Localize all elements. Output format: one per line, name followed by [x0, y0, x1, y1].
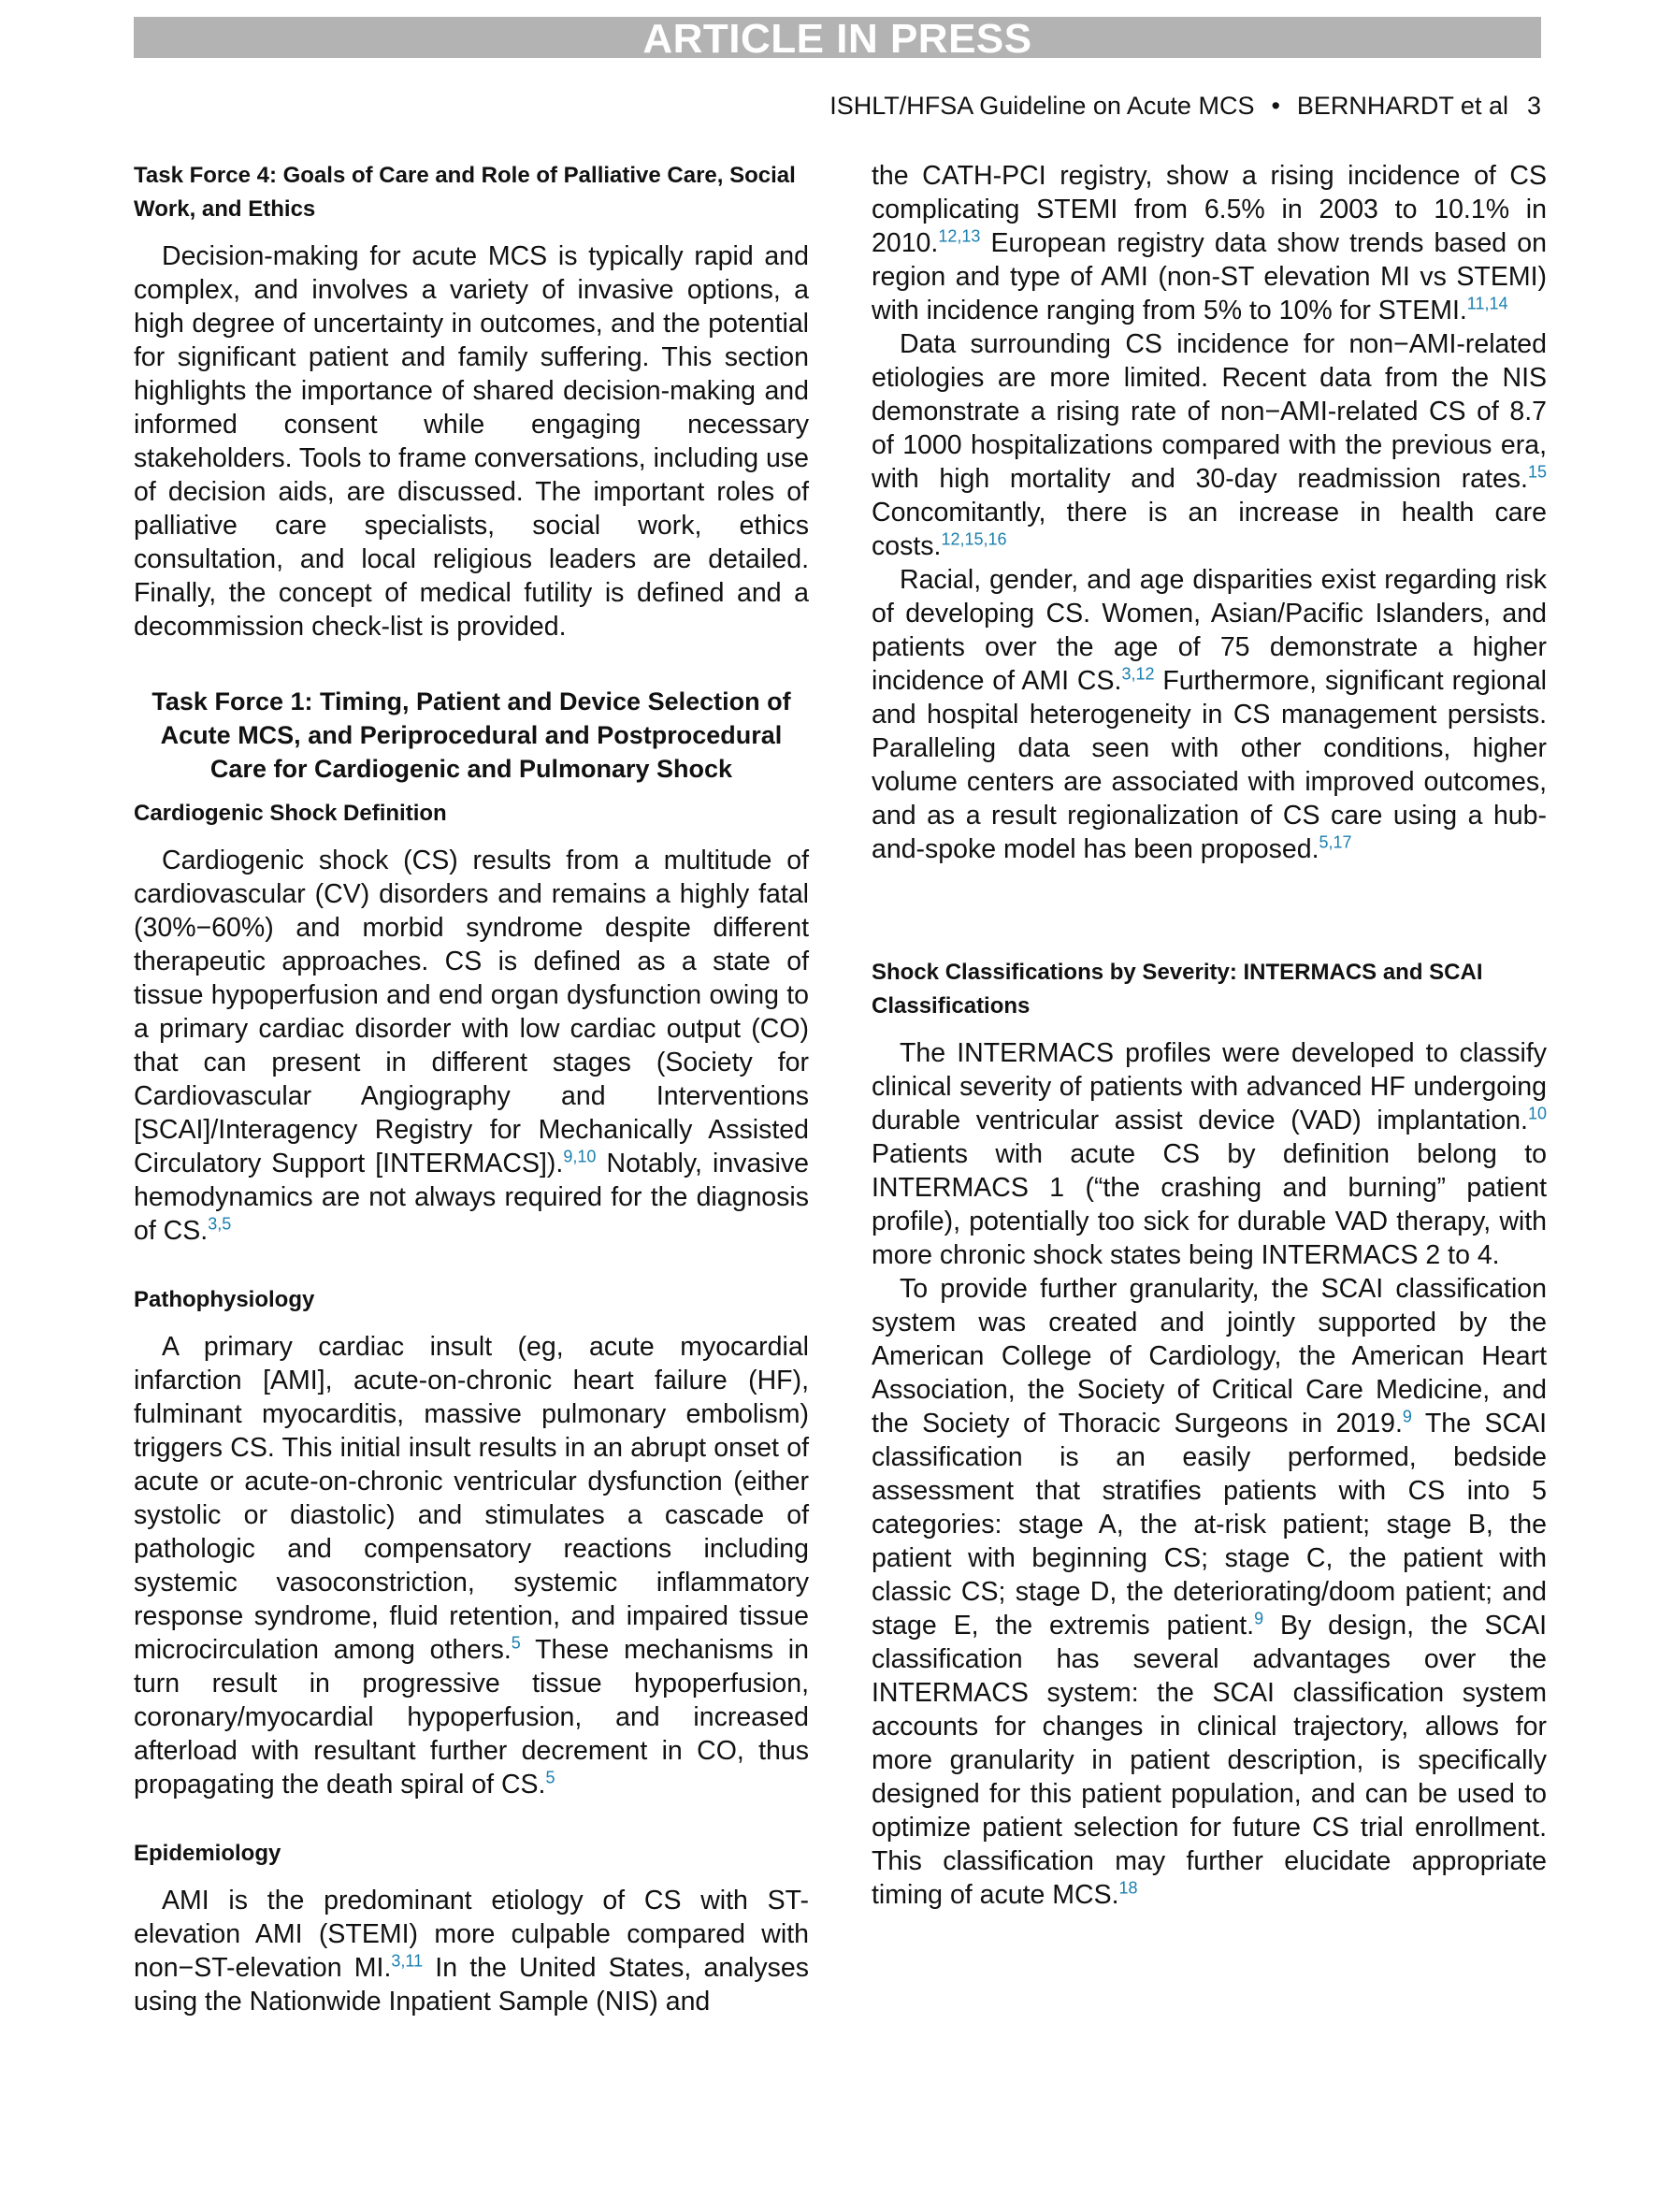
shock-classifications-heading: Shock Classifications by Severity: INTERMACS and SCAI Classifications: [872, 960, 1483, 1019]
bullet-separator: •: [1271, 92, 1280, 120]
citation-link[interactable]: 5,17: [1319, 832, 1352, 852]
cs-definition-paragraph: Cardiogenic shock (CS) results from a multitude of cardiovascular (CV) disorders and remains a highly fatal (30%−60%) and morbid syndrome despite different therapeutic approaches. CS is defined as a state of tissue hypoperfusion and end organ dysfunction owing to a primary cardiac disorder with low cardiac output (CO) that can present in different stages (Society for Cardiovascular Angiography and Interventions [SCAI]/Interagency Registry for Mechanically Assisted Circulatory Support [INTERMACS]).$^{9,10}$ Notably, invasive hemodynamics are not always required for the diagnosis of CS.$^{3,5}$: [134, 846, 809, 1246]
intermacs-paragraph: The INTERMACS profiles were developed to classify clinical severity of patients with advanced HF undergoing durable ventricular assist device (VAD) implantation.$^{10}$ Patients with acute CS by definition belong to INTERMACS 1 (“the crashing and burning” patient profile), potentially too sick for durable VAD therapy, with more chronic shock states being INTERMACS 2 to 4.: [872, 1038, 1547, 1270]
citation-link[interactable]: 3,12: [1121, 664, 1155, 684]
journal-short-title: ISHLT/HFSA Guideline on Acute MCS: [829, 92, 1255, 120]
article-in-press-banner: ARTICLE IN PRESS: [134, 17, 1541, 58]
citation-link[interactable]: 3,11: [391, 1951, 424, 1971]
citation-link[interactable]: 5: [545, 1768, 555, 1787]
page-number: 3: [1526, 92, 1541, 120]
scai-paragraph: To provide further granularity, the SCAI classification system was created and jointly supported by the American College of Cardiology, the American Heart Association, the Society of Critical Care Medicine, and the Society of Thoracic Surgeons in 2019.$^9$ The SCAI classification is an easily performed, bedside assessment that stratifies patients with CS into 5 categories: stage A, the at-risk patient; stage B, the patient with beginning CS; stage C, the patient with classic CS; stage D, the deteriorating/doom patient; and stage E, the extremis patient.$^9$ By design, the SCAI classification has several advantages over the INTERMACS system: the SCAI classification system accounts for changes in clinical trajectory, allows for more granularity in patient description, is specifically designed for this patient population, and can be used to optimize patient selection for future CS trial enrollment. This classification may further elucidate appropriate timing of acute MCS.$^{18}$: [872, 1274, 1547, 1910]
citation-link[interactable]: 15: [1527, 462, 1547, 482]
citation-link[interactable]: 18: [1118, 1878, 1138, 1898]
citation-link[interactable]: 3,5: [208, 1214, 232, 1234]
cardiogenic-shock-definition-heading: Cardiogenic Shock Definition: [134, 801, 447, 826]
citation-link[interactable]: 11,14: [1466, 294, 1508, 313]
pathophysiology-heading: Pathophysiology: [134, 1287, 315, 1312]
left-column: [134, 159, 809, 2018]
task-force-1-heading: Task Force 1: Timing, Patient and Device Selection of Acute MCS, and Periprocedural and Postprocedural Care for Cardiogenic and Pulmonary Shock: [151, 687, 791, 783]
task-force-4-paragraph: Decision-making for acute MCS is typically rapid and complex, and involves a variety of invasive options, a high degree of uncertainty in outcomes, and the potential for significant patient and family suffering. This section highlights the importance of shared decision-making and informed consent while engaging necessary stakeholders. Tools to frame conversations, including use of decision aids, are discussed. The important roles of palliative care specialists, social work, ethics consultation, and local religious leaders are detailed. Finally, the concept of medical futility is defined and a decommission check-list is provided.: [134, 241, 809, 642]
citation-link[interactable]: 12,13: [938, 226, 981, 246]
pathophysiology-paragraph: A primary cardiac insult (eg, acute myocardial infarction [AMI], acute-on-chronic heart failure (HF), fulminant myocarditis, massive pulmonary embolism) triggers CS. This initial insult results in an abrupt onset of acute or acute-on-chronic ventricular dysfunction (either systolic or diastolic) and stimulates a cascade of pathologic and compensatory reactions including systemic vasoconstriction, systemic inflammatory response syndrome, fluid retention, and impaired tissue microcirculation among others.$^5$ These mechanisms in turn result in progressive tissue hypoperfusion, coronary/myocardial hypoperfusion, and increased afterload with resultant further decrement in CO, thus propagating the death spiral of CS.$^5$: [134, 1332, 809, 1800]
citation-link[interactable]: 5: [511, 1633, 521, 1653]
epidemiology-paragraph: AMI is the predominant etiology of CS with ST-elevation AMI (STEMI) more culpable compared with non−ST-elevation MI.$^{3,11}$ In the United States, analyses using the Nationwide Inpatient Sample (NIS) and: [134, 1886, 809, 2017]
right-column: [872, 159, 1547, 1912]
citation-link[interactable]: 12,15,16: [941, 529, 1007, 549]
citation-link[interactable]: 9,10: [563, 1147, 597, 1166]
running-head: [829, 92, 1541, 121]
citation-link[interactable]: 9: [1254, 1609, 1264, 1628]
citation-link[interactable]: 9: [1402, 1407, 1412, 1426]
non-ami-incidence-paragraph: Data surrounding CS incidence for non−AMI-related etiologies are more limited. Recent data from the NIS demonstrate a rising rate of non−AMI-related CS of 8.7 of 1000 hospitalizations compared with the previous era, with high mortality and 30-day readmission rates.$^{15}$ Concomitantly, there is an increase in health care costs.$^{12,15,16}$: [872, 329, 1547, 561]
disparities-paragraph: Racial, gender, and age disparities exist regarding risk of developing CS. Women, Asian/Pacific Islanders, and patients over the age of 75 demonstrate a higher incidence of AMI CS.$^{3,12}$ Furthermore, significant regional and hospital heterogeneity in CS management persists. Paralleling data seen with other conditions, higher volume centers are associated with improved outcomes, and as a result regionalization of CS care using a hub-and-spoke model has been proposed.$^{5,17}$: [872, 565, 1548, 864]
citation-link[interactable]: 10: [1527, 1104, 1547, 1123]
epidemiology-continued-paragraph: the CATH-PCI registry, show a rising incidence of CS complicating STEMI from 6.5% in 2003 to 10.1% in 2010.$^{12,13}$ European registry data show trends based on region and type of AMI (non-ST elevation MI vs STEMI) with incidence ranging from 5% to 10% for STEMI.$^{11,14}$: [872, 161, 1547, 325]
author-label: BERNHARDT et al: [1296, 92, 1508, 120]
epidemiology-heading: Epidemiology: [134, 1841, 281, 1866]
task-force-4-heading: Task Force 4: Goals of Care and Role of Palliative Care, Social Work, and Ethics: [134, 163, 796, 222]
